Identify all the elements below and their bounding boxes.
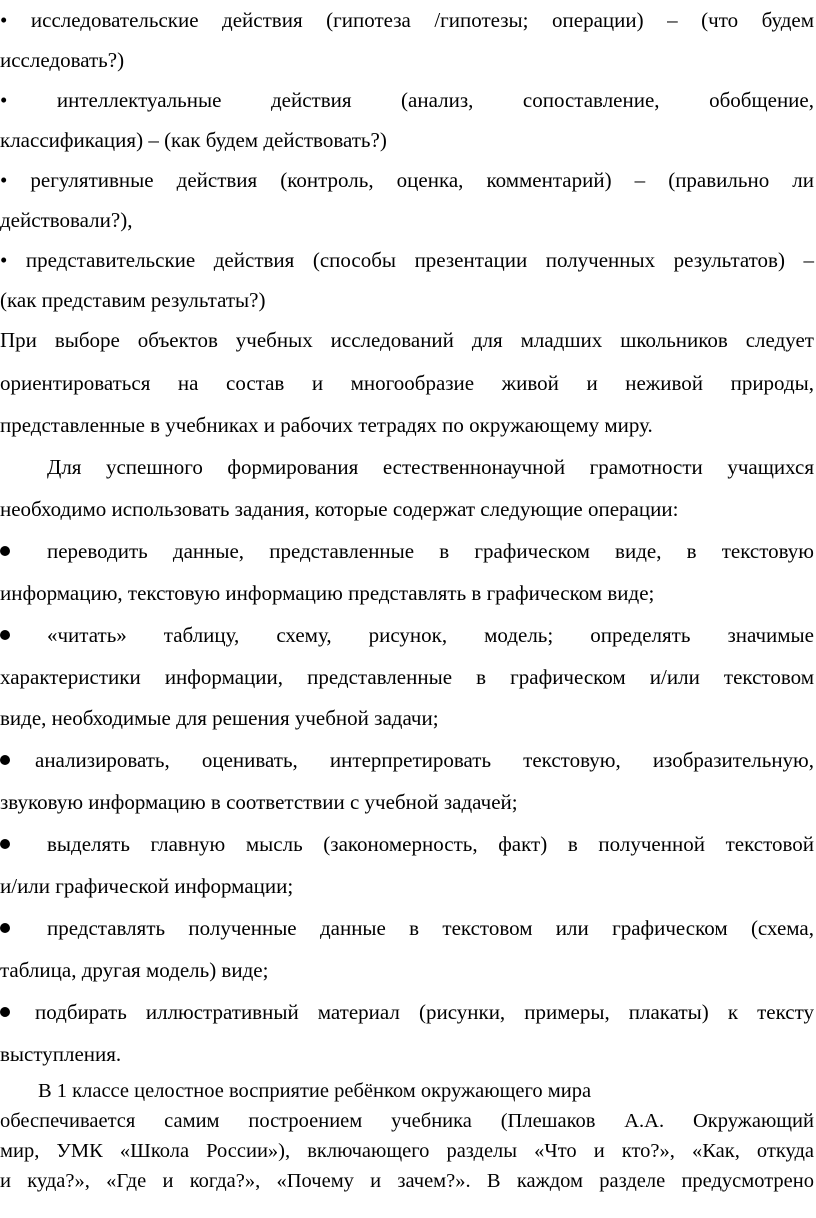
- list-item-line: и/или графической информации;: [0, 874, 294, 898]
- list-item-line: таблица, другая модель) виде;: [0, 958, 269, 982]
- bullet-icon: [0, 1007, 10, 1017]
- bullet-icon: [0, 630, 10, 640]
- text-line: При выборе объектов учебных исследований для младших школьников следует: [0, 328, 814, 352]
- text-line: • интеллектуальные действия (анализ, сопоставление, обобщение,: [0, 88, 814, 112]
- bullet-icon: [0, 839, 10, 849]
- text-line: (как представим результаты?): [0, 288, 266, 312]
- list-item-line: представлять полученные данные в текстовом или графическом (схема,: [47, 916, 814, 940]
- bullet-icon: [0, 546, 10, 556]
- bullet-icon: [0, 923, 10, 933]
- list-item-line: выступления.: [0, 1042, 122, 1066]
- text-line: Для успешного формирования естественнонаучной грамотности учащихся: [47, 455, 814, 479]
- list-item-line: виде, необходимые для решения учебной задачи;: [0, 706, 439, 730]
- list-item-line: выделять главную мысль (закономерность, факт) в полученной текстовой: [47, 832, 814, 856]
- text-line: действовали?),: [0, 208, 133, 232]
- text-line: • представительские действия (способы презентации полученных результатов) –: [0, 248, 814, 272]
- bullet-icon: [0, 755, 10, 765]
- list-item-line: «читать» таблицу, схему, рисунок, модель; определять значимые: [47, 623, 814, 647]
- text-line: ориентироваться на состав и многообразие живой и неживой природы,: [0, 371, 814, 395]
- list-item-line: анализировать, оценивать, интерпретировать текстовую, изобразительную,: [35, 748, 814, 772]
- list-item-line: характеристики информации, представленные в графическом и/или текстовом: [0, 665, 814, 689]
- text-line: исследовать?): [0, 48, 125, 72]
- text-line: необходимо использовать задания, которые содержат следующие операции:: [0, 497, 679, 521]
- text-line: обеспечивается самим построением учебника (Плешаков А.А. Окружающий: [0, 1110, 814, 1132]
- text-line: классификация) – (как будем действовать?): [0, 128, 387, 152]
- text-line: • регулятивные действия (контроль, оценка, комментарий) – (правильно ли: [0, 168, 814, 192]
- text-line: В 1 классе целостное восприятие ребёнком окружающего мира: [38, 1080, 592, 1102]
- list-item-line: звуковую информацию в соответствии с учебной задачей;: [0, 790, 518, 814]
- list-item-line: информацию, текстовую информацию представлять в графическом виде;: [0, 581, 655, 605]
- text-line: представленные в учебниках и рабочих тетрадях по окружающему миру.: [0, 413, 653, 437]
- list-item-line: переводить данные, представленные в графическом виде, в текстовую: [47, 539, 814, 563]
- list-item-line: подбирать иллюстративный материал (рисунки, примеры, плакаты) к тексту: [35, 1000, 814, 1024]
- text-line: мир, УМК «Школа России»), включающего разделы «Что и кто?», «Как, откуда: [0, 1140, 814, 1162]
- text-line: • исследовательские действия (гипотеза /гипотезы; операции) – (что будем: [0, 8, 814, 32]
- text-line: и куда?», «Где и когда?», «Почему и зачем?». В каждом разделе предусмотрено: [0, 1170, 814, 1192]
